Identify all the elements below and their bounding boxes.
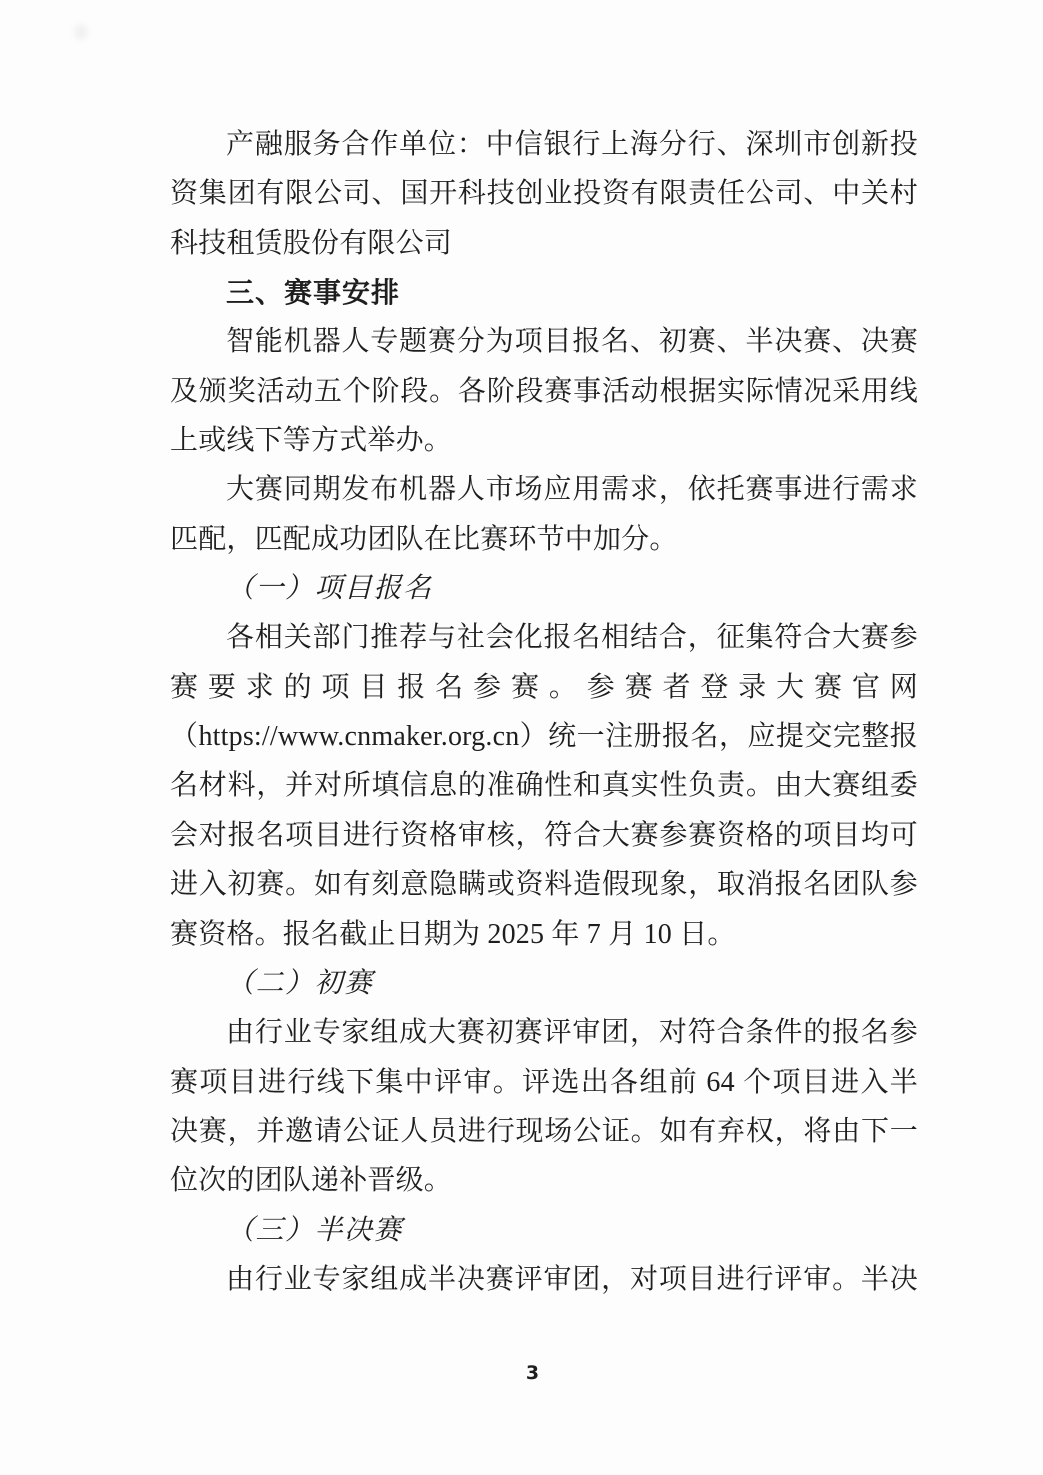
- paragraph-finance-partners-line: 资集团有限公司、国开科技创业投资有限责任公司、中关村: [170, 178, 918, 210]
- paragraph-stages-line: 及颁奖活动五个阶段。各阶段赛事活动根据实际情况采用线: [170, 375, 918, 407]
- paragraph-semifinal-line: 由行业专家组成半决赛评审团，对项目进行评审。半决: [226, 1263, 918, 1295]
- paragraph-registration-line: 进入初赛。如有刻意隐瞒或资料造假现象，取消报名团队参: [170, 869, 918, 901]
- paragraph-preliminary-line: 赛项目进行线下集中评审。评选出各组前 64 个项目进入半: [170, 1066, 918, 1098]
- paragraph-market-demand-line: 匹配，匹配成功团队在比赛环节中加分。: [170, 523, 678, 555]
- subsection-heading-registration-line: （一）项目报名: [226, 573, 433, 605]
- paragraph-finance-partners-line: 科技租赁股份有限公司: [170, 227, 453, 259]
- paragraph-registration-line: 会对报名项目进行资格审核，符合大赛参赛资格的项目均可: [170, 819, 918, 851]
- paragraph-registration-line: 各相关部门推荐与社会化报名相结合，征集符合大赛参: [226, 622, 918, 654]
- paragraph-stages-line: 上或线下等方式举办。: [170, 425, 453, 457]
- page-number: 3: [525, 1362, 540, 1384]
- paragraph-registration-line: 赛资格。报名截止日期为 2025 年 7 月 10 日。: [170, 918, 736, 950]
- paragraph-registration-line: （https://www.cnmaker.org.cn）统一注册报名，应提交完整报: [170, 721, 918, 753]
- paragraph-stages-line: 智能机器人专题赛分为项目报名、初赛、半决赛、决赛: [226, 326, 918, 358]
- document-body: [170, 120, 918, 1304]
- paragraph-preliminary-line: 决赛，并邀请公证人员进行现场公证。如有弃权，将由下一: [170, 1115, 918, 1147]
- scan-artifact: [74, 24, 88, 40]
- paragraph-market-demand-line: 大赛同期发布机器人市场应用需求，依托赛事进行需求: [226, 474, 918, 506]
- paragraph-preliminary-line: 位次的团队递补晋级。: [170, 1165, 453, 1197]
- subsection-heading-preliminary-line: （二）初赛: [226, 967, 374, 999]
- paragraph-registration-line: 赛要求的项目报名参赛。参赛者登录大赛官网: [170, 671, 918, 703]
- subsection-heading-semifinal-line: （三）半决赛: [226, 1214, 404, 1246]
- paragraph-finance-partners-line: 产融服务合作单位：中信银行上海分行、深圳市创新投: [226, 129, 918, 160]
- section-heading-3-line: 三、赛事安排: [226, 277, 401, 309]
- paragraph-preliminary-line: 由行业专家组成大赛初赛评审团，对符合条件的报名参: [226, 1017, 918, 1049]
- paragraph-registration-line: 名材料，并对所填信息的准确性和真实性负责。由大赛组委: [170, 770, 918, 802]
